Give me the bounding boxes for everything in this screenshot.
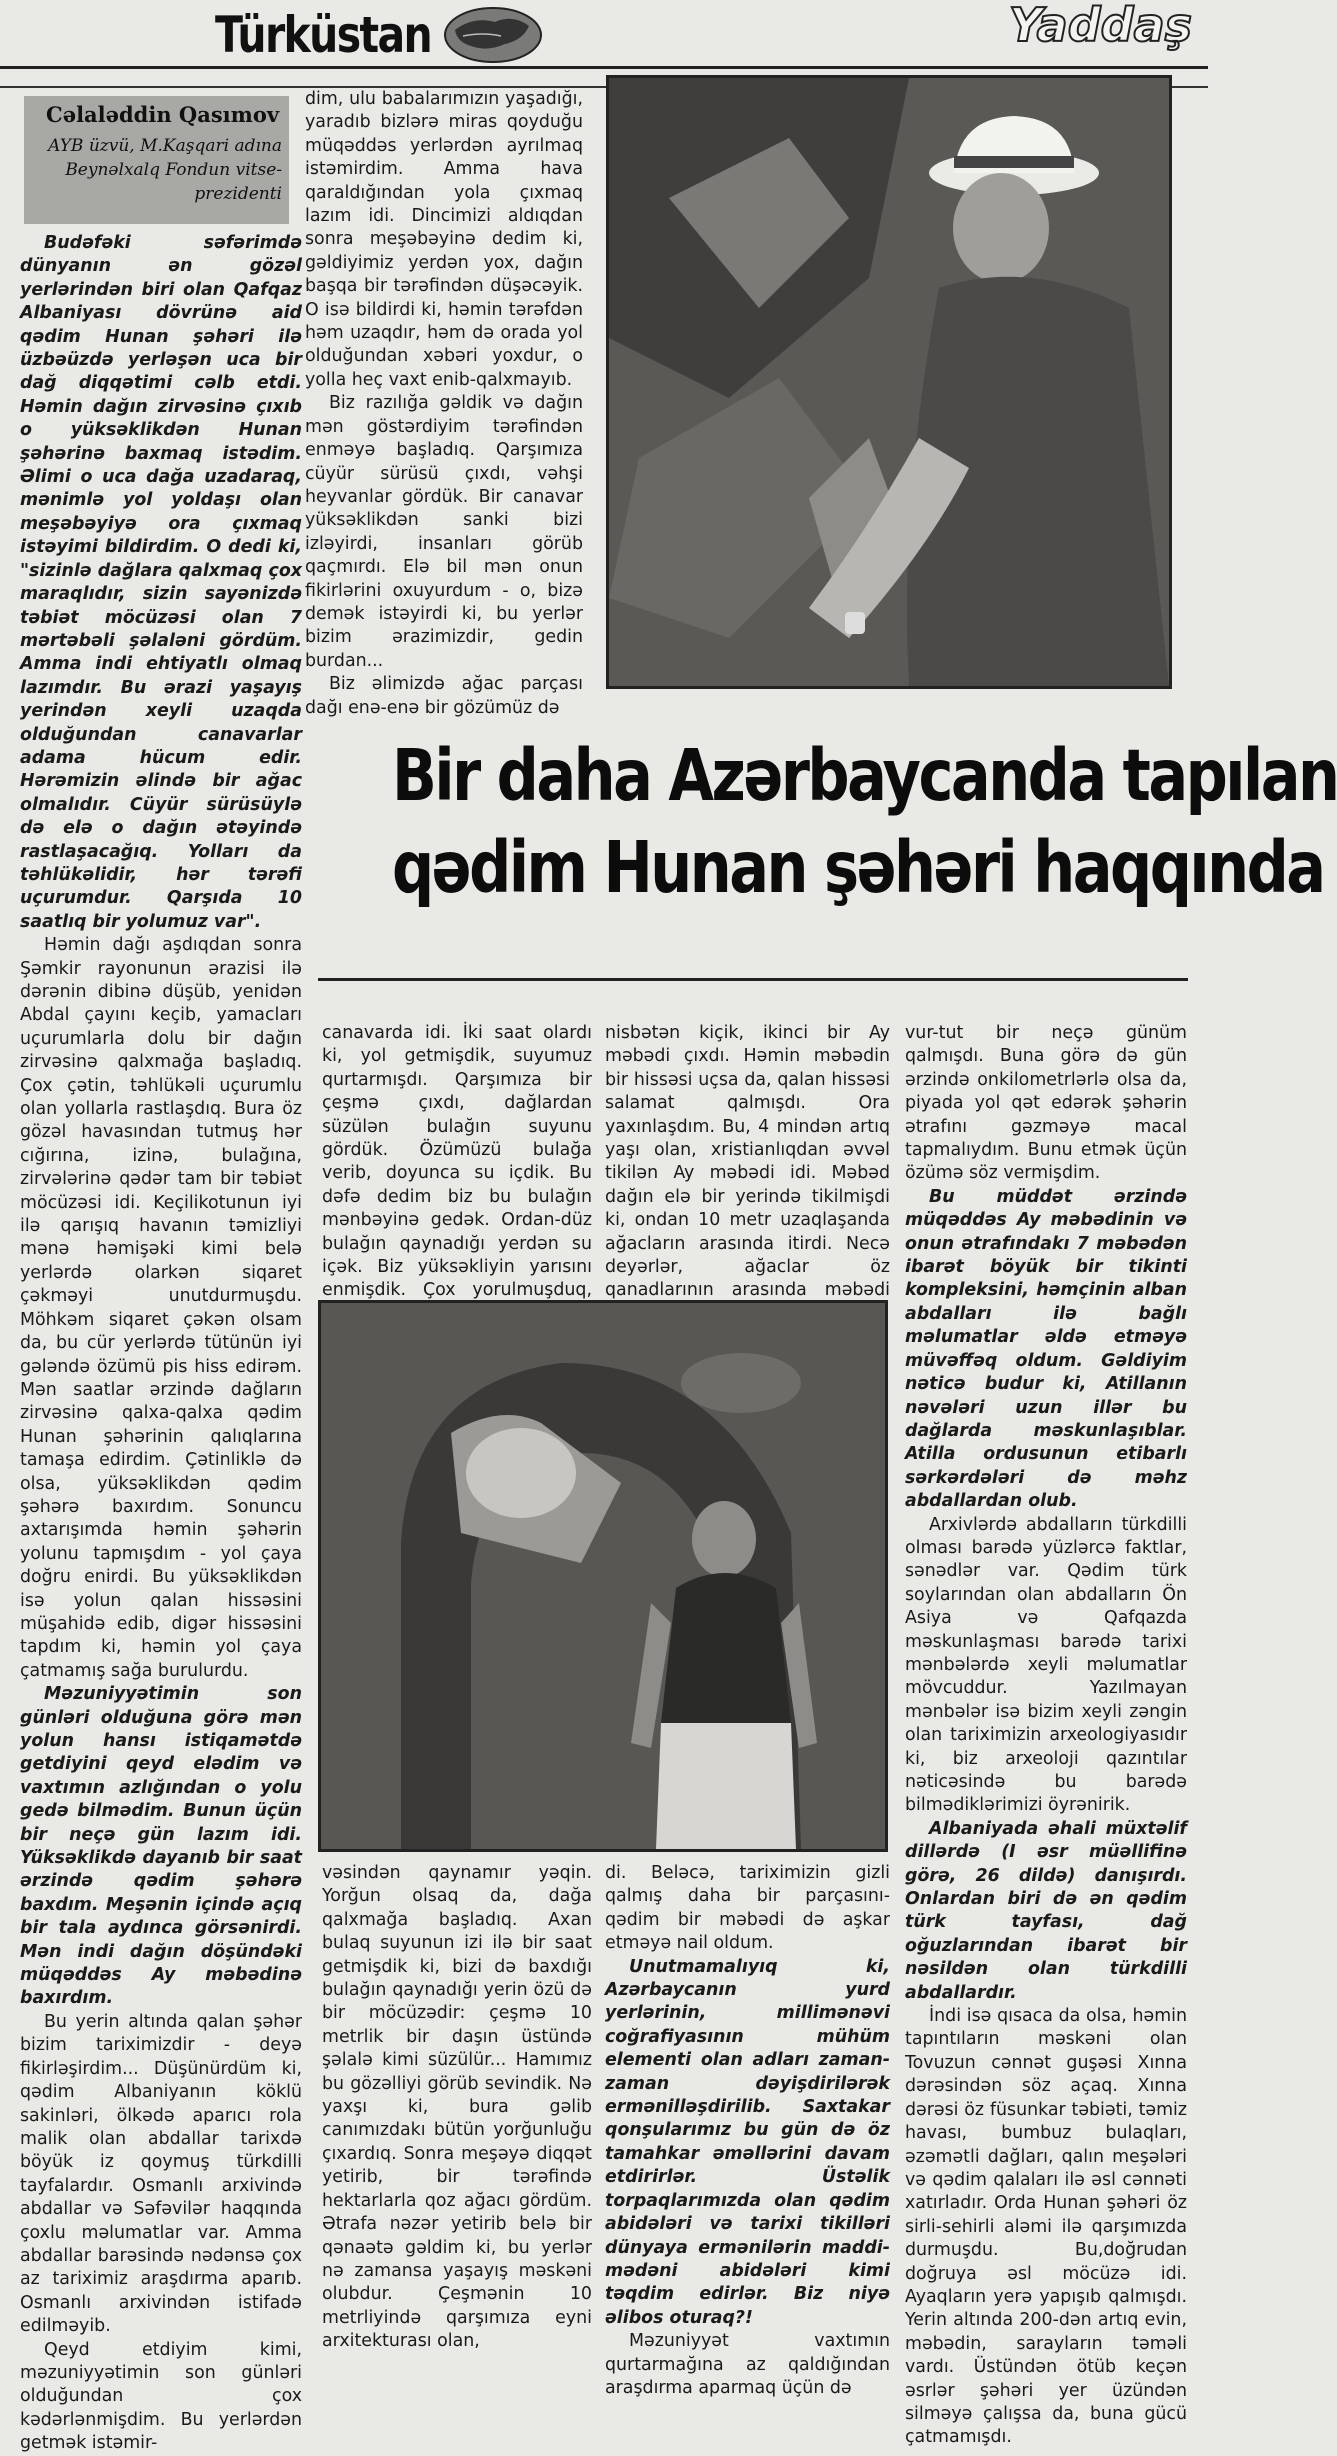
photo-1-image: [609, 78, 1169, 686]
globe-icon: [443, 6, 543, 64]
paragraph: Unutmamalıyıq ki, Azərbaycanın yurd yerlərinin, millimənəvi coğrafiyasının mühüm elementi olan adları zaman-zaman dəyişdirilərək ermənilləşdirilib. Saxtakar qonşularımız bu gün də öz tamahkar əməllərini davam etdirirlər. Üstəlik torpaqlarımızda olan qədim abidələri və tarixi tikilləri dünyaya ermənilərin maddi-mədəni abidələri kimi təqdim edirlər. Biz niyə əlibos oturaq?!: [605, 1956, 890, 2328]
article-headline: [318, 730, 1337, 914]
paragraph: Bu müddət ərzində müqəddəs Ay məbədinin və onun ətrafındakı 7 məbədən ibarət böyük bir tikinti kompleksini, həmçinin alban abdalları ilə bağlı məlumatlar əldə etməyə müvəffəq oldum. Gəldiyim nəticə budur ki, Atillanın nəvələri uzun illər bu dağlarda məskunlaşıblar. Atilla ordusunun etibarlı sərkərdələri də məhz abdallardan olub.: [905, 1186, 1187, 1512]
paragraph: vəsindən qaynamır yəqin. Yorğun olsaq da, dağa qalxmağa başladıq. Axan bulaq suyunun izi ilə bir saat getmişdik ki, bizi də baxdığı bulağın qaynadığı yerin özü də bir möcüzədir: çeşmə 10 metrlik bir daşın üstündə şəlalə kimi süzülür... Hamımız bu gözəlliyi görüb sevindik. Nə yaxşı ki, bura gəlib canımızdakı bütün yorğunluğu çıxardıq. Sonra meşəyə diqqət yetirib, bir tərəfində hektarlarla qoz ağacı gördüm. Ətrafa nəzər yetirib belə bir qənaətə gəldim ki, bu yerlər nə zamansa yaşayış məskəni olubdur. Çeşmənin 10 metrliyində qarşımıza eyni arxitekturası olan,: [322, 1863, 592, 2352]
paragraph: vur-tut bir neçə günüm qalmışdı. Buna görə də gün ərzində onkilometrlərlə olsa da, piyada yol qət edərək şəhərin ətrafını gəzməyə macal tapmalıydım. Bunu etmək üçün özümə söz vermişdim.: [905, 1023, 1187, 1184]
paragraph: nisbətən kiçik, ikinci bir Ay məbədi çıxdı. Həmin məbədin bir hissəsi uçsa da, qalan hissəsi salamat qalmışdı. Ora yaxınlaşdım. Bu, 4 mindən artıq yaşı olan, xristianlıqdan əvvəl tikilən Ay məbədi idi. Məbəd dağın elə bir yerində tikilmişdi ki, ondan 10 metr uzaqlaşanda ağacların arasında itirdi. Necə deyərlər, ağaclar öz qanadlarının arasında məbədi: [605, 1023, 890, 1301]
paragraph: Albaniyada əhali müxtəlif dillərdə (I əsr müəllifinə görə, 26 dildə) danışırdı. Onlardan biri də ən qədim türk tayfası, dağ oğuzlarından ibarət bir nəsildən olan türkdilli abdallardır.: [905, 1818, 1187, 2003]
paragraph: dim, ulu babalarımızın yaşadığı, yaradıb bizlərə miras qoyduğu müqəddəs yerlərdən ayrılmaq istəmirdim. Amma hava qaraldığından yola çıxmaq lazım idi. Dincimizi aldıqdan sonra meşəbəyinə dedim ki, gəldiyimiz yerdən yox, dağın başqa bir tərəfindən düşəcəyik. O isə bildirdi ki, həmin tərəfdən həm uzaqdır, həm də orada yol olduğundan xəbəri yoxdur, o yolla heç vaxt enib-qalxmayıb.: [305, 89, 583, 390]
paragraph: Biz əlimizdə ağac parçası dağı enə-enə bir gözümüz də: [305, 674, 583, 718]
paragraph: Bu yerin altında qalan şəhər bizim tariximizdir - deyə fikirləşirdim... Düşünürdüm ki, qədim Albaniyanın köklü sakinləri, ölkədə aparıcı rola malik olan abdallar tarixdə böyük iz qoymuş türkdilli tayfalardır. Osmanlı arxivində abdallar və Səfəvilər haqqında çoxlu məlumatlar var. Amma abdallar barəsində nədənsə çox az tariximiz araşdırma aparıb. Osmanlı arxivindən istifadə edilməyib.: [20, 2011, 302, 2337]
column-g: [605, 1862, 890, 2400]
paragraph: di. Beləcə, tariximizin gizli qalmış daha bir parçasını- qədim bir məbədi də aşkar etməyə nail oldum.: [605, 1863, 890, 1954]
paragraph: Arxivlərdə abdalların türkdilli olması barədə yüzlərcə faktlar, sənədlər var. Qədim türk soylarından olan abdalların Ön Asiya və Qafqazda məskunlaşması barədə tarixi mənbələrdə xeyli məlumatlar mövcuddur. Yazılmayan mənbələr isə bizim xeyli zəngin olan tariximizin arxeologiyasıdır ki, biz arxeoloji qazıntılar nəticəsində bu barədə bilmədiklərimizi öyrənirik.: [905, 1514, 1187, 1816]
column-b: [305, 88, 583, 720]
masthead: [0, 0, 1208, 64]
author-name: Cəlaləddin Qasımov: [46, 102, 280, 127]
paragraph: İndi isə qısaca da olsa, həmin tapıntıların məskəni olan Tovuzun cənnət guşəsi Xınna dərəsindən söz açaq. Xınna dərəsi öz füsunkar təbiəti, təmiz havası, bumbuz bulaqları, əzəmətli dağları, qalın meşələri və qədim qalaları ilə əsl cənnəti xatırladır. Orda Hunan şəhəri öz sirli-sehirli aləmi ilə qarşımızda durmuşdu. Bu,doğrudan doğruya əsl möcüzə idi. Ayaqların yerə yapışıb qalmışdı. Yerin altında 200-dən artıq evin, məbədin, sarayların təməli vardı. Üstündən ötüb keçən əsrlər şəhəri yer üzündən silməyə çalışsa da, buna gücü çatmamışdı.: [905, 2006, 1187, 2448]
headline-line-2: qədim Hunan şəhəri haqqında: [391, 826, 1324, 909]
column-e: [905, 1022, 1187, 2450]
paragraph: Həmin dağı aşdıqdan sonra Şəmkir rayonunun ərazisi ilə dərənin dibinə düşüb, yenidən Abdal çayını keçib, yamacları uçurumlarla dolu bir dağın zirvəsinə qalxmağa başladıq. Çox çətin, təhlükəli uçurumlu olan yollarla rastlaşdıq. Bura öz gözəl havasından tutmuş hər cığırına, izinə, bulağına, zirvələrinə qədər tam bir təbiət möcüzəsi idi. Keçilikotunun iyi ilə qarışıq havanın təmizliyi mənə həmişəki kimi belə yerlərdə olarkən siqaret çəkməyi unutdurmuşdu. Möhkəm siqaret çəkən olsam da, bu cür yerlərdə tütünün iyi gələndə özümü pis hiss edirəm. Mən saatlar ərzində dağların zirvəsinə qalxa-qalxa qədim Hunan şəhərinin qalıqlarına tamaşa edirdim. Çətinliklə də olsa, yüksəklikdən qədim şəhərə baxırdım. Sonuncu axtarışımda həmin şəhərin yolunu tapmışdım - yol çaya doğru enirdi. Bu yüksəklikdən isə yolun qalan hissəsini müşahidə edib, digər hissəsini tapdım ki, həmin yol çaya çatmamış sağa burulurdu.: [20, 935, 302, 1681]
headline-rule: [318, 978, 1188, 981]
column-f: [322, 1862, 592, 2354]
photo-man-in-hat: [606, 75, 1172, 689]
paragraph: Məzuniyyət vaxtımın qurtarmağına az qaldığından araşdırma aparmaq üçün də: [605, 2331, 890, 2398]
author-title: AYB üzvü, M.Kaşqari adına Beynəlxalq Fondun vitse-prezidenti: [48, 136, 282, 204]
paragraph: Qeyd etdiyim kimi, məzuniyyətimin son günləri olduğundan çox kədərlənmişdim. Bu yerlərdən getmək istəmir-: [20, 2339, 302, 2454]
photo-man-in-archway: [318, 1300, 888, 1852]
photo-2-image: [321, 1303, 885, 1849]
masthead-rule: [0, 66, 1208, 69]
paragraph: Məzuniyyətimin son günləri olduğuna görə mən yolun hansı istiqamətdə getdiyini qeyd elədim və vaxtımın azlığından o yolu gedə bilmədim. Bunun üçün bir neçə gün lazım idi. Yüksəklikdə dayanıb bir saat ərzində qədim şəhərə baxdım. Meşənin içində açıq bir tala aydınca görsənirdi. Mən indi dağın döşündəki müqəddəs Ay məbədinə baxırdım.: [20, 1684, 302, 2009]
headline-line-1: Bir daha Azərbaycanda tapılan: [391, 734, 1337, 817]
column-a: [20, 232, 302, 2456]
section-tag: Yaddaş: [1008, 0, 1192, 52]
paragraph: Biz razılığa gəldik və dağın mən göstərdiyim tərəfindən enməyə başladıq. Qarşımıza cüyür sürüsü çıxdı, vəhşi heyvanlar gördük. Bir canavar yüksəklikdən sanki bizi izləyirdi, insanları görüb qaçmırdı. Elə bil mən onun fikirlərini oxuyurdum - o, bizə demək istəyirdi ki, bu yerlər bizim ərazimizdir, gedin burdan...: [305, 393, 583, 671]
column-c: [322, 1022, 592, 1326]
paper-name: Türküstan: [215, 6, 432, 64]
author-box: [24, 96, 289, 224]
column-d: [605, 1022, 890, 1326]
paragraph: canavarda idi. İki saat olardı ki, yol getmişdik, suyumuz qurtarmışdı. Qarşımıza bir çeşmə çıxdı, dağlardan süzülən bulağın suyunu gördük. Özümüzü bulağa verib, doyunca su içdik. Bu dəfə dedim biz bu bulağın mənbəyinə gedək. Ordan-düz bulağın qaynadığı yerdən su içək. Biz yüksəkliyin yarısını enmişdik. Çox yorulmuşduq,: [322, 1023, 592, 1301]
paragraph: Budəfəki səfərimdə dünyanın ən gözəl yerlərindən biri olan Qafqaz Albaniyası dövrünə aid qədim Hunan şəhəri ilə üzbəüzdə yerləşən uca bir dağ diqqətimi cəlb etdi. Həmin dağın zirvəsinə çıxıb o yüksəklikdən Hunan şəhərinə baxmaq istədim. Əlimi o uca dağa uzadaraq, mənimlə yol yoldaşı olan meşəbəyiyə ora çıxmaq istəyimi bildirdim. O dedi ki, "sizinlə dağlara qalxmaq çox maraqlıdır, sizin sayənizdə təbiət möcüzəsi olan 7 mərtəbəli şəlaləni gördüm. Amma indi ehtiyatlı olmaq lazımdır. Bu ərazi yaşayış yerindən xeyli uzaqda olduğundan canavarlar adama hücum edir. Hərəmizin əlində bir ağac olmalıdır. Cüyür sürüsüylə də elə o dağın ətəyində rastlaşacağıq. Yolları da təhlükəlidir, hər tərəfi uçurumdur. Qarşıda 10 saatlıq bir yolumuz var".: [20, 233, 302, 932]
